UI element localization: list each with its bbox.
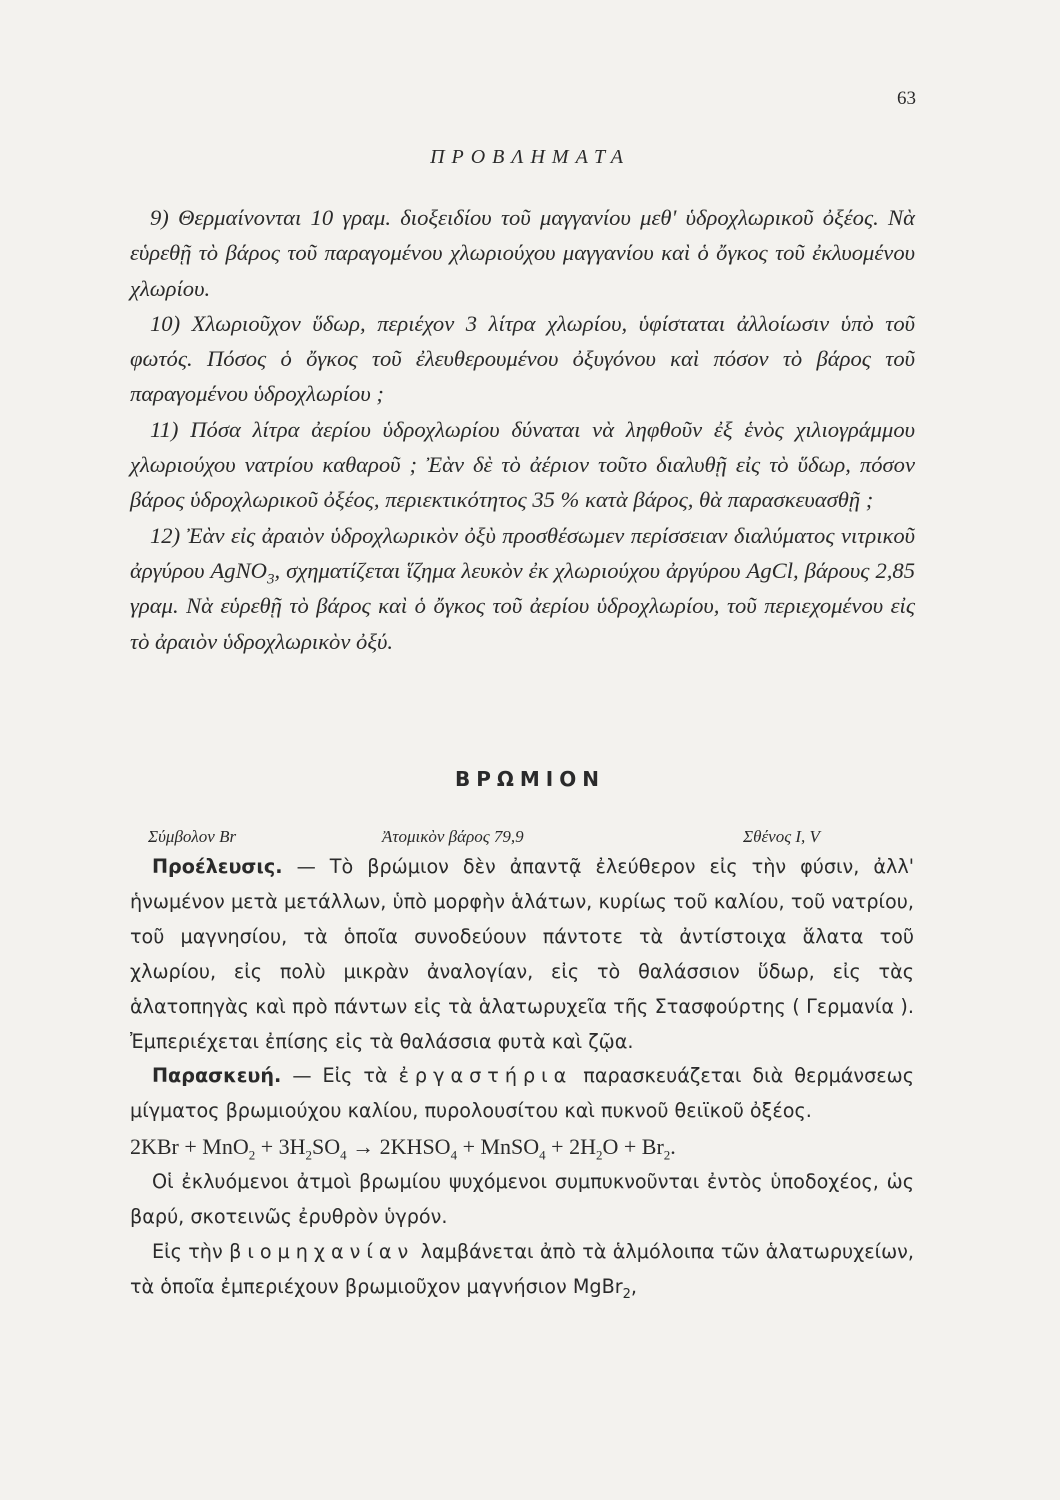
preparation-text-before: — Εἰς τὰ: [292, 1064, 399, 1088]
eq-t1: 2KBr + MnO: [130, 1134, 249, 1160]
origin-label: Προέλευσις.: [152, 855, 283, 878]
origin-text: — Τὸ βρώμιον δὲν ἀπαντᾷ ἐλεύθερον εἰς τὴν φύσιν, ἀλλ' ἡνωμένον μετὰ μετάλλων, ὑπὸ μορφὴν ἁλάτων, κυρίως τοῦ καλίου, τοῦ νατρίου, τοῦ μαγνησίου, τὰ ὁποῖα συνοδεύουν πάντοτε τὰ ἀντίστοιχα ἅλατα τοῦ χλωρίου, εἰς πολὺ μικρὰν ἀναλογίαν, εἰς τὸ θαλάσσιον ὕδωρ, εἰς τὰς ἁλατοπηγὰς καὶ πρὸ πάντων εἰς τὰ ἁλατωρυχεῖα τῆς Στασφούρτης ( Γερμανία ). Ἐμπεριέχεται ἐπίσης εἰς τὰ θαλάσσια φυτὰ καὶ ζῷα.: [130, 855, 914, 1053]
page-number: 63: [897, 88, 916, 109]
body-text: [130, 850, 914, 1305]
eq-s7: 2: [663, 1147, 671, 1163]
eq-s1: 2: [248, 1147, 256, 1163]
element-atomic-weight: Ἀτομικὸν βάρος 79,9: [382, 827, 524, 846]
preparation-text-after: παρασκευάζεται διὰ θερμάνσεως μίγματος βρωμιούχου καλίου, πυρολουσίτου καὶ πυκνοῦ θειϊκοῦ ὀξέος.: [130, 1064, 914, 1123]
problem-12: [130, 518, 915, 659]
element-symbol: Σύμβολον Br: [148, 827, 237, 846]
reaction-equation: [130, 1129, 914, 1165]
element-valence: Σθένος I, V: [743, 827, 820, 846]
eq-t3: SO: [312, 1134, 341, 1160]
eq-t4: 2KHSO: [379, 1134, 451, 1160]
industry-paragraph: [130, 1235, 914, 1305]
industry-text-after: λαμβάνεται ἀπὸ τὰ ἁλμόλοιπα τῶν ἁλατωρυχείων, τὰ ὁποῖα ἐμπεριέχουν βρωμιοῦχον μαγνήσιον MgBr: [130, 1240, 914, 1298]
industry-tail: ,: [630, 1274, 638, 1298]
eq-t5: + MnSO: [457, 1134, 540, 1160]
problems-heading: ΠΡΟΒΛΗΜΑΤΑ: [430, 146, 630, 168]
eq-s6: 2: [595, 1147, 603, 1163]
industry-sub: 2: [622, 1286, 631, 1302]
section-title: ΒΡΩΜΙΟΝ: [455, 767, 605, 791]
preparation-label: Παρασκευή.: [152, 1064, 282, 1088]
problem-11: 11) Πόσα λίτρα ἀερίου ὑδροχλωρίου δύναται νὰ ληφθοῦν ἐξ ἑνὸς χιλιογράμμου χλωριούχου νατρίου καθαροῦ ; Ἐὰν δὲ τὸ ἀέριον τοῦτο διαλυθῇ εἰς τὸ ὕδωρ, πόσον βάρος ὑδροχλωρικοῦ ὀξέος, περιεκτικότητος 35 % κατὰ βάρος, θὰ παρασκευασθῇ ;: [130, 416, 915, 513]
industry-text-before: Εἰς τὴν: [152, 1240, 230, 1264]
problem-12-part1: 12) Ἐὰν εἰς ἀραιὸν ὑδροχλωρικὸν ὀξὺ προσθέσωμεν περίσσειαν διαλύματος νιτρικοῦ ἀργύρου AgNO: [130, 522, 915, 583]
problem-12-sub: 3: [267, 571, 275, 588]
eq-t8: .: [670, 1134, 676, 1160]
eq-t7: O + Br: [602, 1134, 664, 1160]
preparation-spaced-word: ἐργαστήρια: [398, 1064, 573, 1088]
eq-s5: 4: [539, 1147, 546, 1163]
preparation-paragraph: [130, 1059, 914, 1129]
eq-s4: 4: [450, 1147, 458, 1163]
eq-t2: + 3H: [255, 1134, 306, 1160]
industry-spaced-word: βιομηχανίαν: [229, 1240, 415, 1264]
problem-10: 10) Χλωριοῦχον ὕδωρ, περιέχον 3 λίτρα χλωρίου, ὑφίσταται ἀλλοίωσιν ὑπὸ τοῦ φωτός. Πόσος ὁ ὄγκος τοῦ ἐλευθερουμένου ὀξυγόνου καὶ πόσον τὸ βάρος τοῦ παραγομένου ὑδροχλωρίου ;: [130, 310, 915, 407]
problem-12-part2: , σχηματίζεται ἵζημα λευκὸν ἐκ χλωριούχου ἀργύρου AgCl, βάρους 2,85 γραμ. Νὰ εὑρεθῇ τὸ βάρος καὶ ὁ ὄγκος τοῦ ἀερίου ὑδροχλωρίου, τοῦ περιεχομένου εἰς τὸ ἀραιὸν ὑδροχλωρικὸν ὀξύ.: [130, 557, 916, 654]
eq-s3: 4: [340, 1147, 347, 1163]
condensation-paragraph: Οἱ ἐκλυόμενοι ἀτμοὶ βρωμίου ψυχόμενοι συμπυκνοῦνται ἐντὸς ὑποδοχέος, ὡς βαρύ, σκοτεινῶς ἐρυθρὸν ὑγρόν.: [130, 1170, 914, 1229]
origin-paragraph: [130, 850, 914, 1059]
problem-9: 9) Θερμαίνονται 10 γραμ. διοξειδίου τοῦ μαγγανίου μεθ' ὑδροχλωρικοῦ ὀξέος. Νὰ εὑρεθῇ τὸ βάρος τοῦ παραγομένου χλωριούχου μαγγανίου καὶ ὁ ὄγκος τοῦ ἐκλυομένου χλωρίου.: [130, 205, 915, 301]
problems-list: [130, 200, 915, 659]
eq-arrow: →: [346, 1134, 380, 1160]
eq-t6: + 2H: [545, 1134, 596, 1160]
eq-s2: 2: [305, 1147, 313, 1163]
